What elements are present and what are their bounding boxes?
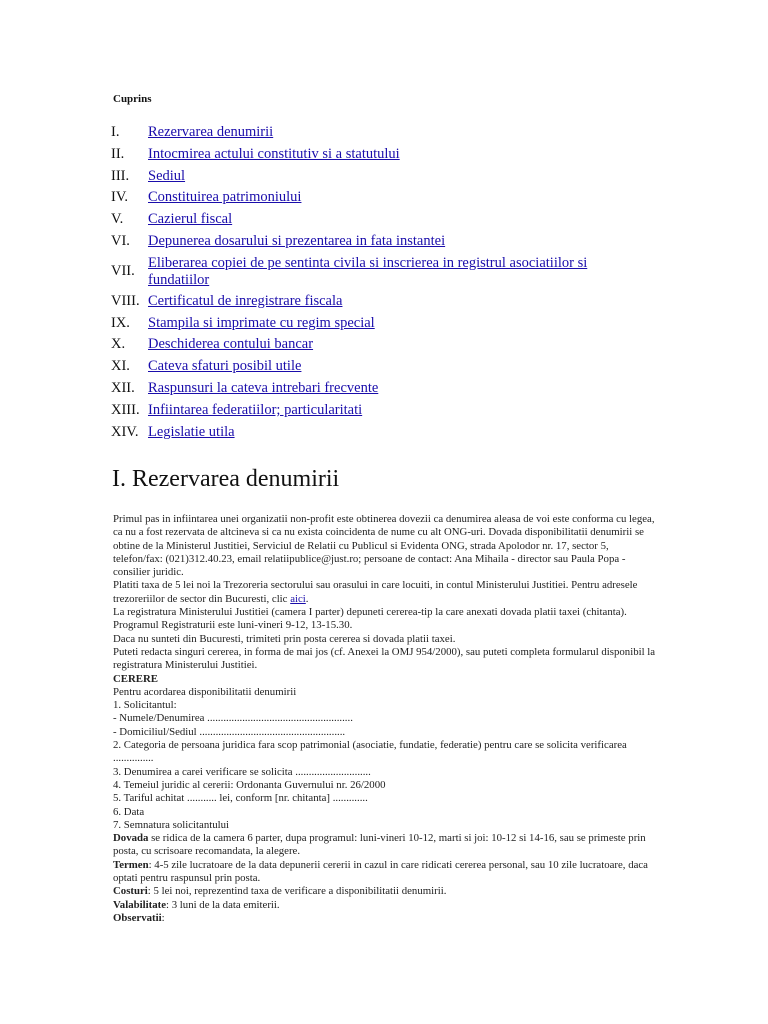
registratura-paragraph: La registratura Ministerului Justitiei (camera I parter) depuneti cererea-tip la care anexati dovada platii taxei (chitanta). Programul Registraturii este luni-vineri 9-12, 13-15.30. <box>113 606 627 632</box>
toc-item <box>111 334 651 356</box>
toc-link-stampila[interactable]: Stampila si imprimate cu regim special <box>148 314 375 331</box>
toc-item <box>111 122 651 144</box>
toc-link-actul-constitutiv[interactable]: Intocmirea actului constitutiv si a statutului <box>148 145 400 162</box>
toc-link-sfaturi[interactable]: Cateva sfaturi posibil utile <box>148 358 302 375</box>
cerere-line: 1. Solicitantul: <box>113 699 177 712</box>
taxa-end: . <box>305 592 309 605</box>
toc-number: VI. <box>111 232 130 249</box>
toc-number: VII. <box>111 263 135 280</box>
toc-item <box>111 422 651 444</box>
costuri-label: Costuri <box>113 885 148 898</box>
costuri-text: : 5 lei noi, reprezentind taxa de verificare a disponibilitatii denumirii. <box>147 885 447 898</box>
toc-item <box>111 313 651 335</box>
cerere-line: 2. Categoria de persoana juridica fara scop patrimonial (asociatie, fundatie, federatie) pentru care se solicita verificarea ............... <box>113 739 627 765</box>
toc-item <box>111 378 651 400</box>
valabilitate-label: Valabilitate <box>113 898 166 911</box>
toc-link-cont-bancar[interactable]: Deschiderea contului bancar <box>148 336 314 353</box>
toc-item <box>111 144 651 166</box>
cerere-title <box>113 673 658 686</box>
valabilitate-paragraph <box>113 899 658 912</box>
cerere-line: 4. Temeiul juridic al cererii: Ordonanta Guvernului nr. 26/2000 <box>113 778 386 791</box>
toc-link-cazier-fiscal[interactable]: Cazierul fiscal <box>148 211 233 228</box>
toc-number: V. <box>111 211 124 228</box>
dovada-paragraph <box>113 832 658 859</box>
toc-number: XIV. <box>111 423 139 440</box>
termen-label: Termen <box>113 858 149 871</box>
cerere-title-text: CERERE <box>113 672 158 685</box>
observatii-label: Observatii <box>113 911 162 924</box>
toc-item <box>111 356 651 378</box>
toc-link-patrimoniu[interactable]: Constituirea patrimoniului <box>148 189 302 206</box>
cerere-line: Pentru acordarea disponibilitatii denumirii <box>113 685 297 698</box>
trezorerii-link[interactable]: aici <box>290 592 306 605</box>
toc-link-intrebari-frecvente[interactable]: Raspunsuri la cateva intrebari frecvente <box>148 379 379 396</box>
toc-item <box>111 209 651 231</box>
dovada-text: se ridica de la camera 6 parter, dupa programul: luni-vineri 10-12, marti si joi: 10-12 si 14-16, sau se primeste prin posta, cu scrisoare recomandata, la alegere. <box>113 832 646 858</box>
toc-number: I. <box>111 124 120 140</box>
cerere-line: - Domiciliul/Sediul ...................................................... <box>113 725 346 738</box>
cerere-line: 7. Semnatura solicitantului <box>113 818 230 831</box>
toc-link-certificat-fiscal[interactable]: Certificatul de inregistrare fiscala <box>148 292 343 309</box>
toc-link-eliberarea-copiei[interactable]: Eliberarea copiei de pe sentinta civila si inscrierea in registrul asociatiilor si fundatiilor <box>148 254 588 288</box>
toc-number: XI. <box>111 358 130 375</box>
toc-link-federatii[interactable]: Infiintarea federatiilor; particularitati <box>148 401 363 418</box>
toc-number: IX. <box>111 314 130 331</box>
taxa-text: Platiti taxa de 5 lei noi la Trezoreria sectorului sau orasului in care locuiti, in contul Ministerului Justitiei. Pentru adresele trezoreriilor de sector din Bucuresti, clic <box>113 579 638 605</box>
taxa-paragraph <box>113 579 658 606</box>
dovada-label: Dovada <box>113 832 149 845</box>
costuri-paragraph <box>113 885 658 898</box>
table-of-contents <box>111 122 651 443</box>
toc-number: IV. <box>111 189 129 206</box>
observatii-paragraph <box>113 912 658 925</box>
toc-heading: Cuprins <box>113 93 152 105</box>
toc-item <box>111 166 651 188</box>
cerere-line: - Numele/Denumirea ...................................................... <box>113 712 353 725</box>
termen-text: : 4-5 zile lucratoare de la data depunerii cererii in cazul in care ridicati cererea personal, sau 10 zile lucratoare, daca optati pentru raspunsul prin posta. <box>113 858 648 885</box>
intro-paragraph: Primul pas in infiintarea unei organizatii non-profit este obtinerea dovezii ca denumirea aleasa de voi este conforma cu legea, ca nu a fost rezervata de altcineva si ca nu exista coincidenta de nume cu alt ONG-uri. Dovada disponibilitatii denumirii se obtine de la Ministerul Justitiei, Serviciul de Relatii cu Publicul si Evidenta ONG, strada Apolodor nr. 17, sector 5, telefon/fax: (021)312.40.23, email relatiipublice@just.ro; persoane de contact: Ana Mihaila - director sau Paula Popa - consilier juridic. <box>113 513 655 579</box>
toc-item <box>111 231 651 253</box>
cerere-line: 6. Data <box>113 805 145 818</box>
toc-number: III. <box>111 167 130 184</box>
valabilitate-text: : 3 luni de la data emiterii. <box>166 898 280 911</box>
termen-paragraph <box>113 859 658 886</box>
toc-link-sediul[interactable]: Sediul <box>148 167 186 184</box>
toc-item <box>111 253 651 291</box>
provincie-paragraph: Daca nu sunteti din Bucuresti, trimiteti prin posta cererea si dovada platii taxei. <box>113 632 456 645</box>
section-body <box>113 513 658 925</box>
toc-number: II. <box>111 145 125 162</box>
toc-item <box>111 291 651 313</box>
observatii-text: : <box>161 911 165 924</box>
toc-number: X. <box>111 336 126 353</box>
toc-item <box>111 187 651 209</box>
toc-number: VIII. <box>111 292 140 309</box>
toc-link-rezervarea-denumirii[interactable]: Rezervarea denumirii <box>148 124 274 140</box>
toc-link-depunerea-dosarului[interactable]: Depunerea dosarului si prezentarea in fata instantei <box>148 232 446 249</box>
cerere-line: 3. Denumirea a carei verificare se solicita ............................ <box>113 765 371 778</box>
toc-number: XIII. <box>111 401 140 418</box>
section-title: I. Rezervarea denumirii <box>112 466 340 492</box>
toc-number: XII. <box>111 379 135 396</box>
cerere-line: 5. Tariful achitat ........... lei, conform [nr. chitanta] ............. <box>113 792 368 805</box>
toc-link-legislatie[interactable]: Legislatie utila <box>148 423 235 440</box>
toc-item <box>111 400 651 422</box>
redactare-paragraph: Puteti redacta singuri cererea, in forma de mai jos (cf. Anexei la OMJ 954/2000), sau puteti completa formularul disponibil la registratura Ministerului Justitiei. <box>113 645 656 672</box>
